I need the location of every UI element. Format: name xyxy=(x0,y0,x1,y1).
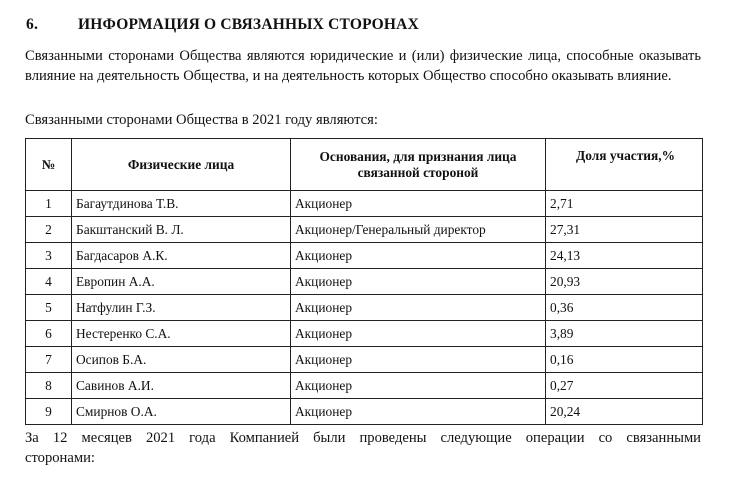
table-header-row xyxy=(26,139,703,191)
table-row xyxy=(26,295,703,321)
row-num: 8 xyxy=(26,373,72,399)
related-parties-table xyxy=(25,138,703,425)
row-basis: Акционер xyxy=(291,295,546,321)
table-row xyxy=(26,269,703,295)
operations-line-2: сторонами: xyxy=(25,450,95,466)
row-basis: Акционер xyxy=(291,191,546,217)
operations-paragraph xyxy=(25,428,701,468)
row-share: 0,16 xyxy=(546,347,703,373)
row-share: 24,13 xyxy=(546,243,703,269)
table-row xyxy=(26,373,703,399)
table-row xyxy=(26,347,703,373)
table-row xyxy=(26,191,703,217)
row-basis: Акционер xyxy=(291,399,546,425)
intro-paragraph: Связанными сторонами Общества в 2021 году являются: xyxy=(25,112,378,128)
row-share: 0,36 xyxy=(546,295,703,321)
row-share: 0,27 xyxy=(546,373,703,399)
definition-paragraph: Связанными сторонами Общества являются юридические и (или) физические лица, способные оказывать влияние на деятельность Общества, и на деятельность которых Общество способно оказывать влияние. xyxy=(25,48,701,84)
row-num: 7 xyxy=(26,347,72,373)
header-num: № xyxy=(26,139,72,191)
row-num: 1 xyxy=(26,191,72,217)
row-name: Осипов Б.А. xyxy=(72,347,291,373)
section-number: 6. xyxy=(26,16,39,33)
row-basis: Акционер xyxy=(291,269,546,295)
row-num: 5 xyxy=(26,295,72,321)
row-name: Натфулин Г.З. xyxy=(72,295,291,321)
header-name: Физические лица xyxy=(72,139,291,191)
row-basis: Акционер xyxy=(291,347,546,373)
operations-line-1: За 12 месяцев 2021 года Компанией были проведены следующие операции со связанными xyxy=(25,430,701,446)
row-share: 20,24 xyxy=(546,399,703,425)
row-num: 6 xyxy=(26,321,72,347)
row-name: Европин А.А. xyxy=(72,269,291,295)
table-row xyxy=(26,217,703,243)
header-share: Доля участия,% xyxy=(546,139,703,191)
row-name: Нестеренко С.А. xyxy=(72,321,291,347)
row-num: 2 xyxy=(26,217,72,243)
row-share: 20,93 xyxy=(546,269,703,295)
section-title: ИНФОРМАЦИЯ О СВЯЗАННЫХ СТОРОНАХ xyxy=(78,16,419,33)
row-num: 9 xyxy=(26,399,72,425)
row-basis: Акционер/Генеральный директор xyxy=(291,217,546,243)
row-share: 27,31 xyxy=(546,217,703,243)
row-name: Смирнов О.А. xyxy=(72,399,291,425)
row-num: 3 xyxy=(26,243,72,269)
table-row xyxy=(26,399,703,425)
row-name: Багаутдинова Т.В. xyxy=(72,191,291,217)
row-share: 3,89 xyxy=(546,321,703,347)
section-heading xyxy=(26,16,419,34)
row-basis: Акционер xyxy=(291,321,546,347)
row-name: Савинов А.И. xyxy=(72,373,291,399)
row-name: Бакштанский В. Л. xyxy=(72,217,291,243)
row-num: 4 xyxy=(26,269,72,295)
header-basis: Основания, для признания лица связанной стороной xyxy=(291,139,546,191)
row-share: 2,71 xyxy=(546,191,703,217)
table-row xyxy=(26,243,703,269)
row-basis: Акционер xyxy=(291,373,546,399)
row-basis: Акционер xyxy=(291,243,546,269)
table-row xyxy=(26,321,703,347)
row-name: Багдасаров А.К. xyxy=(72,243,291,269)
